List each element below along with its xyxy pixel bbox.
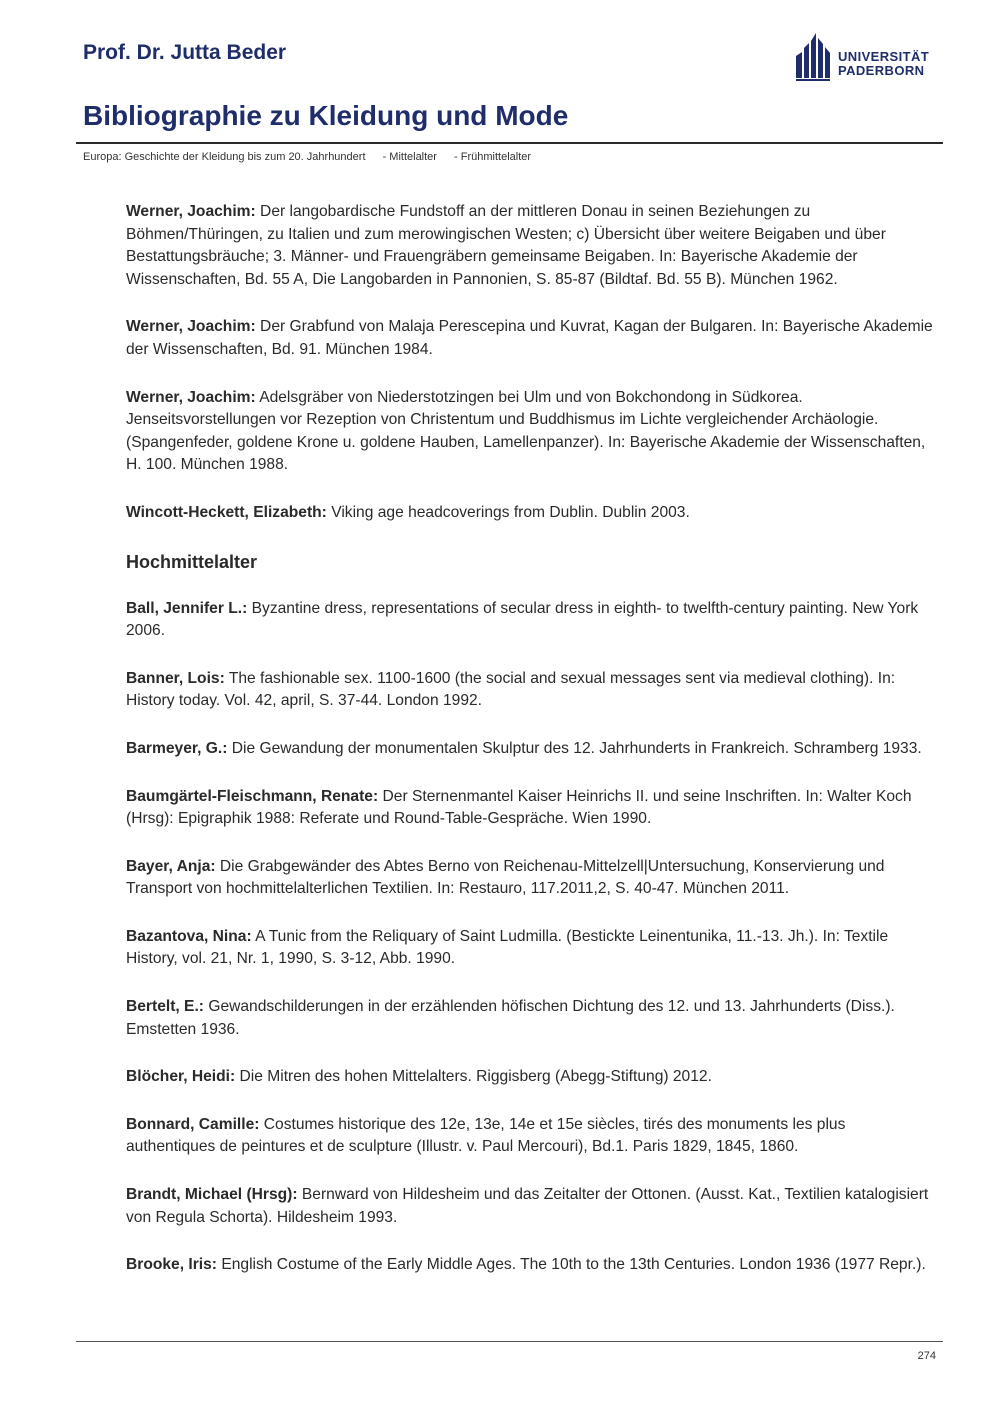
entry-text: Die Grabgewänder des Abtes Berno von Reichenau-Mittelzell|Untersuchung, Konservierung und Transport von hochmittelalterlichen Textilien. In: Restauro, 117.2011,2, S. 40-47. München 2011. xyxy=(126,857,885,898)
bibliography-entry xyxy=(126,201,934,291)
bibliography-entry xyxy=(126,387,934,477)
bibliography-entry xyxy=(126,668,934,713)
entry-text: Viking age headcoverings from Dublin. Dublin 2003. xyxy=(326,503,690,521)
bibliography-entry xyxy=(126,502,934,525)
breadcrumb-item: - Frühmittelalter xyxy=(454,151,532,163)
entry-text: The fashionable sex. 1100-1600 (the social and sexual messages sent via medieval clothing). In: History today. Vol. 42, april, S. 37-44. London 1992. xyxy=(126,669,896,710)
entry-text: Die Mitren des hohen Mittelalters. Riggisberg (Abegg-Stiftung) 2012. xyxy=(235,1068,712,1086)
entry-text: Der langobardische Fundstoff an der mittleren Donau in seinen Beziehungen zu Böhmen/Thüringen, zu Italien und zum merowingischen Westen; c) Übersicht über weitere Beigaben und über Bestattungsbräuche; 3. Männer- und Frauengräbern gemeinsame Beigaben. In: Bayerische Akademie der Wissenschaften, Bd. 55 A, Die Langobarden in Pannonien, S. 85-87 (Bildtaf. Bd. 55 B). München 1962. xyxy=(126,203,886,288)
bibliography-entry xyxy=(126,738,934,761)
entry-text: Costumes historique des 12e, 13e, 14e et 15e siècles, tirés des monuments les plus authentiques de peintures et de sculpture (Illustr. v. Paul Mercouri), Bd.1. Paris 1829, 1845, 1860. xyxy=(126,1115,846,1156)
page-number: 274 xyxy=(917,1350,936,1362)
university-logo-text xyxy=(838,50,929,78)
breadcrumb-item: Europa: Geschichte der Kleidung bis zum 20. Jahrhundert xyxy=(83,151,366,163)
page-title: Bibliographie zu Kleidung und Mode xyxy=(83,100,569,131)
bibliography-entry xyxy=(126,1184,934,1229)
entry-author: Werner, Joachim: xyxy=(126,318,256,336)
entry-text: Die Gewandung der monumentalen Skulptur des 12. Jahrhunderts in Frankreich. Schramberg 1933. xyxy=(227,739,922,757)
logo-line-2: PADERBORN xyxy=(838,63,925,78)
header-divider xyxy=(76,142,943,144)
entry-author: Brandt, Michael (Hrsg): xyxy=(126,1186,298,1204)
entry-text: Byzantine dress, representations of secular dress in eighth- to twelfth-century painting. New York 2006. xyxy=(126,599,919,640)
entry-author: Werner, Joachim: xyxy=(126,203,256,220)
bibliography-entry xyxy=(126,598,934,643)
entry-author: Bazantova, Nina: xyxy=(126,927,252,945)
entry-author: Ball, Jennifer L.: xyxy=(126,599,248,617)
university-logo xyxy=(794,32,934,82)
document-author: Prof. Dr. Jutta Beder xyxy=(83,41,287,64)
bibliography-entry xyxy=(126,1114,934,1159)
bibliography-entry xyxy=(126,1066,934,1089)
entry-author: Baumgärtel-Fleischmann, Renate: xyxy=(126,787,379,805)
entry-author: Bonnard, Camille: xyxy=(126,1115,260,1133)
university-crest-icon xyxy=(794,32,834,82)
entry-author: Brooke, Iris: xyxy=(126,1256,217,1274)
entry-text: English Costume of the Early Middle Ages. The 10th to the 13th Centuries. London 1936 (1977 Repr.). xyxy=(217,1256,926,1274)
footer-divider xyxy=(76,1341,943,1342)
bibliography-entry xyxy=(126,786,934,831)
entry-author: Bertelt, E.: xyxy=(126,998,204,1016)
entry-text: Bernward von Hildesheim und das Zeitalter der Ottonen. (Ausst. Kat., Textilien katalogisiert von Regula Schorta). Hildesheim 1993. xyxy=(126,1186,929,1226)
entry-text: Der Grabfund von Malaja Perescepina und Kuvrat, Kagan der Bulgaren. In: Bayerische Akademie der Wissenschaften, Bd. 91. München 1984. xyxy=(126,318,933,358)
breadcrumb xyxy=(83,151,545,163)
entry-text: Gewandschilderungen in der erzählenden höfischen Dichtung des 12. und 13. Jahrhunderts (Diss.). Emstetten 1936. xyxy=(126,998,895,1038)
section-heading: Hochmittelalter xyxy=(126,551,258,572)
entry-text: Adelsgräber von Niederstotzingen bei Ulm und von Bokchondong in Südkorea. Jenseitsvorstellungen vor Rezeption von Christentum und Buddhismus im Lichte vergleichender Archäologie. (Spangenfeder, goldene Krone u. goldene Hauben, Lamellenpanzer). In: Bayerische Akademie der Wissenschaften, H. 100. München 1988. xyxy=(126,388,926,474)
logo-line-1: UNIVERSITÄT xyxy=(838,49,930,64)
bibliography-entry xyxy=(126,926,934,971)
breadcrumb-item: - Mittelalter xyxy=(382,151,437,163)
entry-author: Werner, Joachim: xyxy=(126,388,256,406)
entry-author: Banner, Lois: xyxy=(126,669,225,687)
entry-author: Wincott-Heckett, Elizabeth: xyxy=(126,503,327,521)
bibliography-entry xyxy=(126,1254,934,1277)
entry-author: Barmeyer, G.: xyxy=(126,739,228,757)
bibliography-entry xyxy=(126,316,934,361)
bibliography-list xyxy=(126,201,934,1302)
bibliography-entry xyxy=(126,996,934,1041)
bibliography-entry xyxy=(126,856,934,901)
entry-author: Blöcher, Heidi: xyxy=(126,1068,236,1086)
entry-text: A Tunic from the Reliquary of Saint Ludmilla. (Bestickte Leinentunika, 11.-13. Jh.). In: Textile History, vol. 21, Nr. 1, 1990, S. 3-12, Abb. 1990. xyxy=(126,927,889,968)
entry-text: Der Sternenmantel Kaiser Heinrichs II. und seine Inschriften. In: Walter Koch (Hrsg): Epigraphik 1988: Referate und Round-Table-Gespräche. Wien 1990. xyxy=(126,787,912,828)
entry-author: Bayer, Anja: xyxy=(126,857,216,875)
